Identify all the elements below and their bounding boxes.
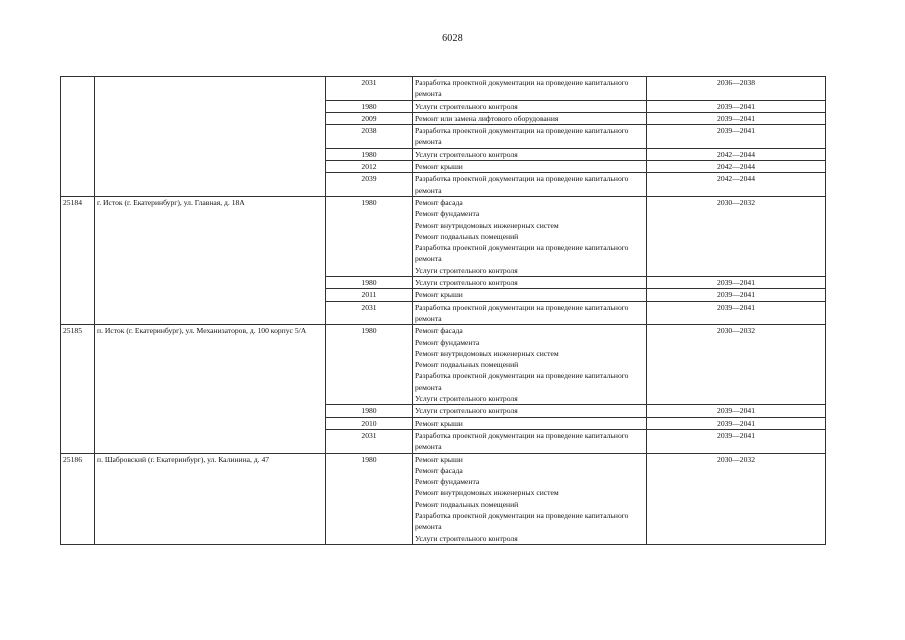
work-type-line: Ремонт внутридомовых инженерных систем xyxy=(415,348,559,358)
period-cell: 2039—2041 xyxy=(647,125,826,149)
work-type-line: Ремонт или замена лифтового оборудования xyxy=(415,113,559,123)
work-type-line: Разработка проектной документации на проведение капитального ремонта xyxy=(415,126,629,147)
table-row xyxy=(61,196,826,276)
address-cell: п. Шабровский (г. Екатеринбург), ул. Калинина, д. 47 xyxy=(95,453,326,544)
work-type-cell xyxy=(413,289,647,301)
year-cell: 1980 xyxy=(326,277,413,289)
work-type-line: Услуги строительного контроля xyxy=(415,533,518,543)
year-cell: 2031 xyxy=(326,77,413,101)
period-cell: 2030—2032 xyxy=(647,325,826,405)
year-cell: 2010 xyxy=(326,417,413,429)
work-type-line: Ремонт фундамента xyxy=(415,337,480,347)
work-type-line: Ремонт фасада xyxy=(415,465,463,475)
period-cell: 2042—2044 xyxy=(647,161,826,173)
year-cell: 2012 xyxy=(326,161,413,173)
address-cell xyxy=(95,77,326,197)
period-cell: 2042—2044 xyxy=(647,148,826,160)
work-type-line: Услуги строительного контроля xyxy=(415,101,518,111)
work-type-line: Ремонт фундамента xyxy=(415,477,480,487)
work-type-line: Разработка проектной документации на проведение капитального ремонта xyxy=(415,78,629,99)
work-type-cell xyxy=(413,277,647,289)
year-cell: 2031 xyxy=(326,429,413,453)
period-cell: 2030—2032 xyxy=(647,453,826,544)
work-type-cell xyxy=(413,161,647,173)
table-row xyxy=(61,325,826,405)
house-id-cell xyxy=(61,77,95,197)
year-cell: 2011 xyxy=(326,289,413,301)
address-cell: г. Исток (г. Екатеринбург), ул. Главная, д. 18А xyxy=(95,196,326,324)
work-type-cell xyxy=(413,173,647,197)
work-type-line: Разработка проектной документации на проведение капитального ремонта xyxy=(415,174,629,195)
period-cell: 2039—2041 xyxy=(647,100,826,112)
repair-schedule-table xyxy=(60,76,826,545)
work-type-line: Услуги строительного контроля xyxy=(415,406,518,416)
work-type-line: Услуги строительного контроля xyxy=(415,265,518,275)
year-cell: 1980 xyxy=(326,405,413,417)
address-cell: п. Исток (г. Екатеринбург), ул. Механизаторов, д. 100 корпус 5/А xyxy=(95,325,326,453)
period-cell: 2039—2041 xyxy=(647,289,826,301)
work-type-cell xyxy=(413,301,647,325)
work-type-line: Разработка проектной документации на проведение капитального ремонта xyxy=(415,510,629,532)
work-type-cell xyxy=(413,100,647,112)
work-type-cell xyxy=(413,405,647,417)
work-type-line: Ремонт фундамента xyxy=(415,209,480,219)
work-type-line: Ремонт подвальных помещений xyxy=(415,360,519,370)
period-cell: 2039—2041 xyxy=(647,301,826,325)
year-cell: 2031 xyxy=(326,301,413,325)
work-type-cell xyxy=(413,112,647,124)
work-type-line: Ремонт фасада xyxy=(415,197,463,207)
work-type-line: Ремонт внутридомовых инженерных систем xyxy=(415,220,559,230)
work-type-line: Услуги строительного контроля xyxy=(415,149,518,159)
period-cell: 2042—2044 xyxy=(647,173,826,197)
schedule-body xyxy=(61,77,826,545)
period-cell: 2036—2038 xyxy=(647,77,826,101)
table-row xyxy=(61,453,826,544)
work-type-cell xyxy=(413,325,647,405)
work-type-line: Ремонт крыши xyxy=(415,454,463,464)
year-cell: 1980 xyxy=(326,453,413,544)
work-type-line: Ремонт крыши xyxy=(415,418,463,428)
period-cell: 2039—2041 xyxy=(647,277,826,289)
work-type-line: Услуги строительного контроля xyxy=(415,394,518,404)
year-cell: 1980 xyxy=(326,100,413,112)
work-type-line: Ремонт подвальных помещений xyxy=(415,499,519,509)
period-cell: 2039—2041 xyxy=(647,429,826,453)
page-number: 6028 xyxy=(442,33,463,44)
house-id-cell: 25186 xyxy=(61,453,95,544)
year-cell: 2009 xyxy=(326,112,413,124)
work-type-line: Ремонт внутридомовых инженерных систем xyxy=(415,488,559,498)
year-cell: 2038 xyxy=(326,125,413,149)
work-type-cell xyxy=(413,125,647,149)
period-cell: 2039—2041 xyxy=(647,405,826,417)
year-cell: 2039 xyxy=(326,173,413,197)
work-type-line: Ремонт крыши xyxy=(415,162,463,172)
work-type-line: Ремонт подвальных помещений xyxy=(415,231,519,241)
work-type-line: Разработка проектной документации на проведение капитального ремонта xyxy=(415,302,629,323)
house-id-cell: 25184 xyxy=(61,196,95,324)
work-type-line: Услуги строительного контроля xyxy=(415,278,518,288)
year-cell: 1980 xyxy=(326,325,413,405)
work-type-cell xyxy=(413,453,647,544)
house-id-cell: 25185 xyxy=(61,325,95,453)
work-type-line: Разработка проектной документации на проведение капитального ремонта xyxy=(415,243,629,264)
year-cell: 1980 xyxy=(326,196,413,276)
period-cell: 2039—2041 xyxy=(647,112,826,124)
work-type-cell xyxy=(413,77,647,101)
work-type-cell xyxy=(413,417,647,429)
year-cell: 1980 xyxy=(326,148,413,160)
period-cell: 2030—2032 xyxy=(647,196,826,276)
work-type-cell xyxy=(413,429,647,453)
work-type-line: Разработка проектной документации на проведение капитального ремонта xyxy=(415,371,629,392)
work-type-cell xyxy=(413,148,647,160)
work-type-line: Ремонт фасада xyxy=(415,326,463,336)
table-row xyxy=(61,77,826,101)
work-type-line: Разработка проектной документации на проведение капитального ремонта xyxy=(415,430,629,452)
period-cell: 2039—2041 xyxy=(647,417,826,429)
work-type-line: Ремонт крыши xyxy=(415,290,463,300)
work-type-cell xyxy=(413,196,647,276)
